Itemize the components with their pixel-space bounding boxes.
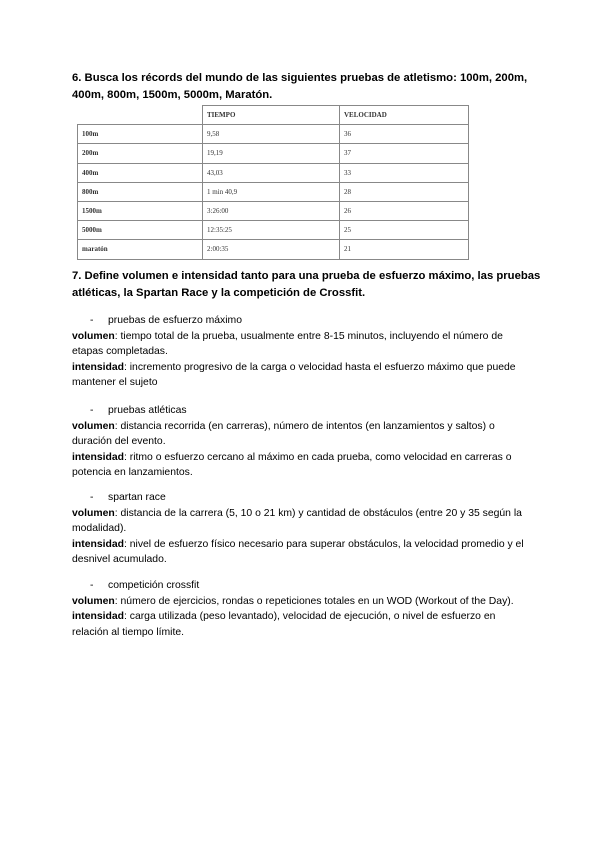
table-header-cell: VELOCIDAD: [340, 106, 469, 125]
table-cell: 36: [340, 125, 469, 144]
volumen-label: volumen: [72, 420, 115, 432]
volumen-text: : distancia recorrida (en carreras), número de intentos (en lanzamientos y saltos) o duración del evento.: [72, 420, 495, 448]
intensidad-text: : ritmo o esfuerzo cercano al máximo en cada prueba, como velocidad en carreras o potencia en lanzamientos.: [72, 451, 512, 479]
bullet-label: pruebas atléticas: [108, 405, 187, 416]
table-cell: 800m: [78, 182, 203, 201]
table-row: [78, 163, 469, 182]
bullet-label: pruebas de esfuerzo máximo: [108, 315, 242, 326]
volumen-text: : tiempo total de la prueba, usualmente entre 8-15 minutos, incluyendo el número de etapas completadas.: [72, 330, 503, 358]
table-header-row: [78, 106, 469, 125]
table-cell: 3:26:00: [203, 201, 340, 220]
volumen-paragraph: [72, 594, 532, 610]
intensidad-label: intensidad: [72, 451, 124, 463]
table-cell: 2:00:35: [203, 240, 340, 259]
table-row: [78, 201, 469, 220]
table-cell: 28: [340, 182, 469, 201]
table-row: [78, 240, 469, 259]
table-row: [78, 221, 469, 240]
intensidad-text: : carga utilizada (peso levantado), velocidad de ejecución, o nivel de esfuerzo en relación al tiempo límite.: [72, 611, 496, 638]
volumen-text: : distancia de la carrera (5, 10 o 21 km) y cantidad de obstáculos (entre 20 y 35 según la modalidad).: [72, 507, 522, 535]
volumen-label: volumen: [72, 330, 115, 342]
table-header-cell: TIEMPO: [203, 106, 340, 125]
volumen-paragraph: [72, 329, 532, 360]
intensidad-text: : nivel de esfuerzo físico necesario para superar obstáculos, la velocidad promedio y el desnivel acumulado.: [72, 538, 524, 566]
section-pruebas-atleticas: [72, 403, 532, 481]
table-cell: 25: [340, 221, 469, 240]
table-row: [78, 182, 469, 201]
table-cell: 12:35:25: [203, 221, 340, 240]
question-7-title: 7. Define volumen e intensidad tanto para una prueba de esfuerzo máximo, las pruebas atléticas, la Spartan Race y la competición de Crossfit.: [72, 270, 541, 299]
question-6-title: 6. Busca los récords del mundo de las siguientes pruebas de atletismo: 100m, 200m, 400m, 800m, 1500m, 5000m, Maratón.: [72, 72, 528, 101]
dash-marker: -: [90, 315, 94, 326]
bullet-label: competición crossfit: [108, 580, 200, 591]
section-spartan-race: [72, 490, 532, 568]
table-row: [78, 125, 469, 144]
volumen-label: volumen: [72, 507, 115, 519]
table-cell: 400m: [78, 163, 203, 182]
table-cell: 9,58: [203, 125, 340, 144]
table-cell: 37: [340, 144, 469, 163]
records-table-image: [77, 105, 469, 254]
intensidad-label: intensidad: [72, 538, 124, 550]
table-cell: 100m: [78, 125, 203, 144]
table-cell: 26: [340, 201, 469, 220]
table-cell: 21: [340, 240, 469, 259]
volumen-paragraph: [72, 506, 532, 537]
volumen-text: : número de ejercicios, rondas o repeticiones totales en un WOD (Workout of the Day).: [114, 595, 514, 607]
bullet-item: [72, 403, 532, 419]
table-cell: 1 min 40,9: [203, 182, 340, 201]
table-cell: 19,19: [203, 144, 340, 163]
dash-marker: -: [90, 405, 94, 416]
intensidad-paragraph: [72, 360, 532, 391]
volumen-paragraph: [72, 419, 532, 450]
bullet-item: [72, 578, 532, 594]
table-cell: 200m: [78, 144, 203, 163]
table-cell: 1500m: [78, 201, 203, 220]
dash-marker: -: [90, 580, 94, 591]
dash-marker: -: [90, 492, 94, 503]
section-esfuerzo-maximo: [72, 313, 532, 391]
bullet-label: spartan race: [108, 492, 166, 503]
table-cell: 5000m: [78, 221, 203, 240]
section-crossfit: [72, 578, 532, 640]
bullet-item: [72, 313, 532, 329]
intensidad-paragraph: [72, 450, 532, 481]
volumen-label: volumen: [72, 595, 115, 607]
records-table: [77, 105, 469, 260]
table-row: [78, 144, 469, 163]
intensidad-text: : incremento progresivo de la carga o velocidad hasta el esfuerzo máximo que puede mantener el sujeto: [72, 361, 516, 389]
table-cell: 33: [340, 163, 469, 182]
intensidad-paragraph: [72, 609, 532, 640]
intensidad-paragraph: [72, 537, 532, 568]
intensidad-label: intensidad: [72, 611, 124, 623]
bullet-item: [72, 490, 532, 506]
table-header-cell: [78, 106, 203, 125]
intensidad-label: intensidad: [72, 361, 124, 373]
table-cell: 43,03: [203, 163, 340, 182]
table-cell: maratón: [78, 240, 203, 259]
